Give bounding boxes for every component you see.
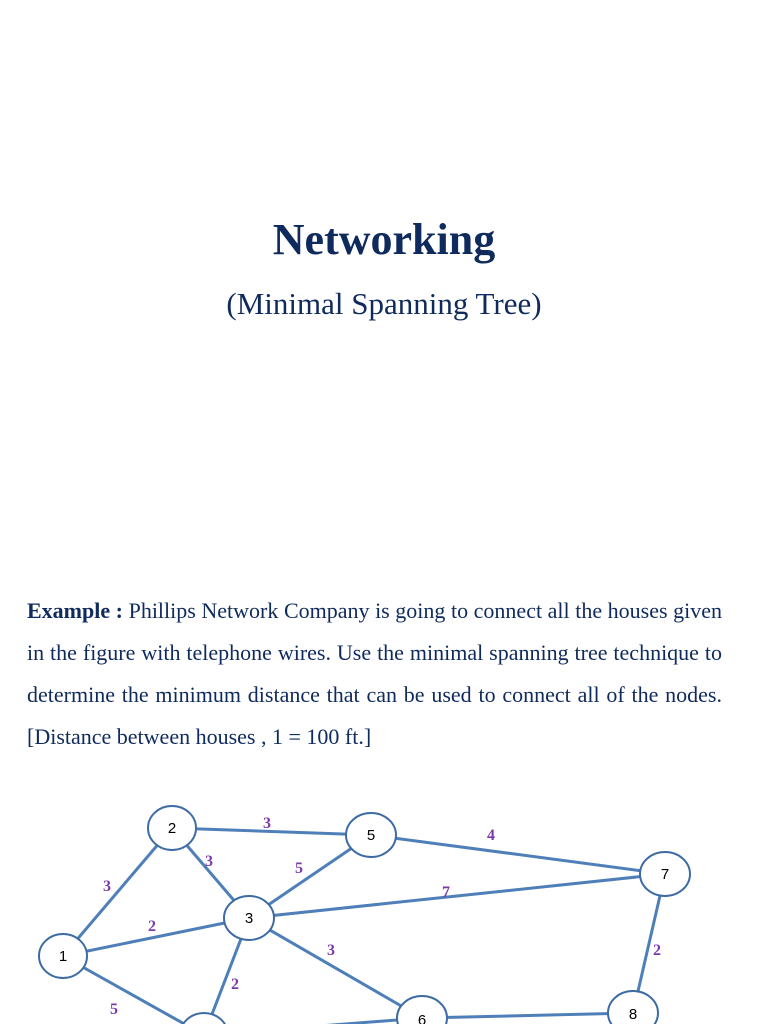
- weight-2-3: 3: [205, 853, 213, 870]
- weight-2-5: 3: [263, 815, 271, 832]
- edge-4-6: [204, 1018, 422, 1024]
- edge-5-7: [371, 835, 665, 874]
- edge-3-6: [249, 918, 422, 1018]
- node-8: [608, 991, 658, 1024]
- example-text: Phillips Network Company is going to connect all the houses given in the figure with telephone wires. Use the minimal spanning tree technique to determine the minimum distance that can be used to connect all of the nodes. [Distance between houses , 1 = 100 ft.]: [27, 598, 722, 749]
- node-5: [346, 813, 396, 857]
- weight-3-4: 2: [231, 976, 239, 993]
- weight-3-7: 7: [442, 884, 450, 901]
- weight-5-7: 4: [487, 827, 495, 844]
- node-3-label: 3: [244, 910, 254, 927]
- node-5-label: 5: [366, 827, 376, 844]
- weight-1-3: 2: [148, 918, 156, 935]
- node-4: [180, 1013, 228, 1024]
- graph-nodes: [39, 806, 690, 1024]
- weight-1-4: 5: [110, 1001, 118, 1018]
- weight-1-2: 3: [103, 878, 111, 895]
- slide-title: Networking: [272, 215, 496, 264]
- weight-7-8: 2: [653, 942, 661, 959]
- node-1-label: 1: [58, 948, 68, 965]
- network-graph: [0, 790, 768, 1024]
- node-6-label: 6: [417, 1012, 427, 1024]
- edge-6-8: [422, 1013, 633, 1018]
- weight-3-5: 5: [295, 860, 303, 877]
- node-2: [148, 806, 196, 850]
- node-7-label: 7: [660, 866, 670, 883]
- node-2-label: 2: [167, 820, 177, 837]
- node-3: [224, 896, 274, 940]
- weight-3-6: 3: [327, 942, 335, 959]
- node-1: [39, 934, 87, 978]
- example-paragraph: [27, 590, 722, 758]
- node-8-label: 8: [628, 1006, 638, 1023]
- example-lead: Example :: [27, 598, 124, 623]
- node-6: [397, 996, 447, 1024]
- edge-2-5: [172, 828, 371, 835]
- edge-3-7: [249, 874, 665, 918]
- slide-subtitle: (Minimal Spanning Tree): [226, 286, 542, 321]
- node-7: [640, 852, 690, 896]
